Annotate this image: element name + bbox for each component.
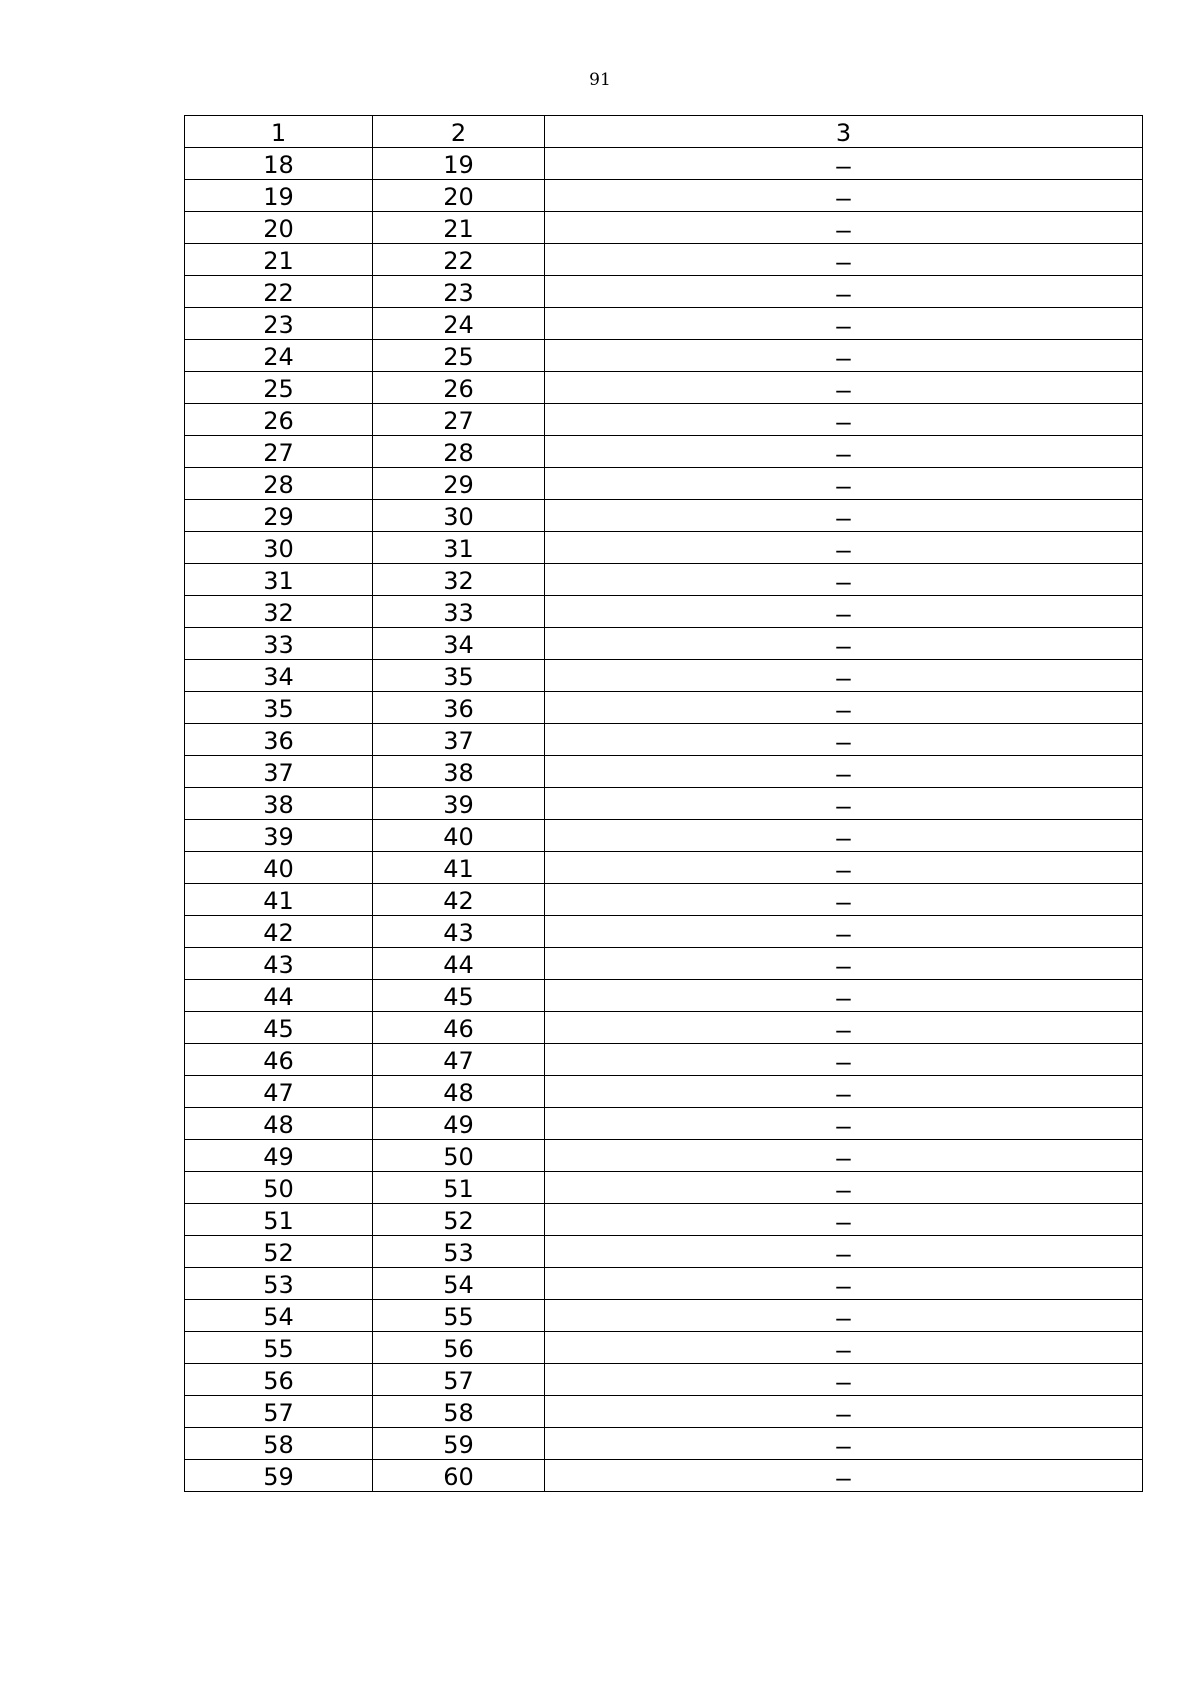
table-cell-col-2: 40 (373, 820, 545, 852)
table-cell-col-2: 57 (373, 1364, 545, 1396)
table-row (185, 788, 1143, 820)
table-cell-col-2: 50 (373, 1140, 545, 1172)
table-row (185, 468, 1143, 500)
table-row (185, 820, 1143, 852)
column-header-1: 1 (185, 116, 373, 148)
table-body (185, 148, 1143, 1492)
table-cell-col-2: 45 (373, 980, 545, 1012)
table-cell-col-2: 28 (373, 436, 545, 468)
table-cell-col-2: 52 (373, 1204, 545, 1236)
table-row (185, 340, 1143, 372)
table-cell-col-1: 26 (185, 404, 373, 436)
table-cell-col-3: – (545, 852, 1143, 884)
table-row (185, 884, 1143, 916)
table-cell-col-3: – (545, 532, 1143, 564)
table-cell-col-3: – (545, 500, 1143, 532)
table-cell-col-1: 57 (185, 1396, 373, 1428)
table-cell-col-3: – (545, 1428, 1143, 1460)
table-cell-col-2: 30 (373, 500, 545, 532)
table-cell-col-1: 20 (185, 212, 373, 244)
table-cell-col-3: – (545, 340, 1143, 372)
table-cell-col-1: 53 (185, 1268, 373, 1300)
table-cell-col-1: 47 (185, 1076, 373, 1108)
table-cell-col-2: 22 (373, 244, 545, 276)
table-cell-col-1: 36 (185, 724, 373, 756)
table-cell-col-2: 31 (373, 532, 545, 564)
table-cell-col-3: – (545, 1140, 1143, 1172)
table-cell-col-3: – (545, 1364, 1143, 1396)
table-row (185, 1396, 1143, 1428)
table-cell-col-3: – (545, 756, 1143, 788)
table-cell-col-1: 19 (185, 180, 373, 212)
table-cell-col-3: – (545, 1460, 1143, 1492)
table-row (185, 1204, 1143, 1236)
table-cell-col-2: 27 (373, 404, 545, 436)
table-cell-col-2: 55 (373, 1300, 545, 1332)
table-row (185, 948, 1143, 980)
table-cell-col-1: 32 (185, 596, 373, 628)
table-cell-col-2: 25 (373, 340, 545, 372)
table-cell-col-2: 44 (373, 948, 545, 980)
table-cell-col-2: 32 (373, 564, 545, 596)
table-cell-col-3: – (545, 436, 1143, 468)
table-cell-col-1: 44 (185, 980, 373, 1012)
table-row (185, 148, 1143, 180)
table-cell-col-3: – (545, 1076, 1143, 1108)
table-cell-col-3: – (545, 596, 1143, 628)
table-row (185, 1428, 1143, 1460)
table-row (185, 436, 1143, 468)
table-cell-col-1: 58 (185, 1428, 373, 1460)
table-cell-col-1: 49 (185, 1140, 373, 1172)
table-cell-col-2: 39 (373, 788, 545, 820)
table-row (185, 1300, 1143, 1332)
table-row (185, 1364, 1143, 1396)
table-cell-col-1: 24 (185, 340, 373, 372)
table-cell-col-3: – (545, 148, 1143, 180)
table-cell-col-3: – (545, 1204, 1143, 1236)
table-cell-col-2: 43 (373, 916, 545, 948)
table-cell-col-3: – (545, 916, 1143, 948)
table-row (185, 276, 1143, 308)
table-cell-col-3: – (545, 628, 1143, 660)
table-cell-col-3: – (545, 692, 1143, 724)
table-row (185, 500, 1143, 532)
table-cell-col-2: 35 (373, 660, 545, 692)
table-cell-col-1: 38 (185, 788, 373, 820)
table-cell-col-1: 59 (185, 1460, 373, 1492)
table-cell-col-2: 34 (373, 628, 545, 660)
table-row (185, 212, 1143, 244)
table-cell-col-1: 35 (185, 692, 373, 724)
table-cell-col-1: 39 (185, 820, 373, 852)
table-cell-col-2: 54 (373, 1268, 545, 1300)
table-cell-col-1: 51 (185, 1204, 373, 1236)
table-cell-col-1: 22 (185, 276, 373, 308)
table-cell-col-1: 42 (185, 916, 373, 948)
table-cell-col-2: 29 (373, 468, 545, 500)
table-cell-col-2: 26 (373, 372, 545, 404)
table-cell-col-2: 23 (373, 276, 545, 308)
table-cell-col-1: 40 (185, 852, 373, 884)
column-header-3: 3 (545, 116, 1143, 148)
table-cell-col-1: 43 (185, 948, 373, 980)
table-row (185, 1108, 1143, 1140)
table-row (185, 564, 1143, 596)
table-cell-col-2: 41 (373, 852, 545, 884)
data-table (184, 115, 1143, 1492)
table-row (185, 1140, 1143, 1172)
table-cell-col-3: – (545, 788, 1143, 820)
table-cell-col-1: 31 (185, 564, 373, 596)
table-header-row (185, 116, 1143, 148)
table-row (185, 916, 1143, 948)
table-row (185, 756, 1143, 788)
table-row (185, 1172, 1143, 1204)
table-cell-col-1: 21 (185, 244, 373, 276)
table-cell-col-1: 54 (185, 1300, 373, 1332)
table-cell-col-2: 19 (373, 148, 545, 180)
table-cell-col-1: 25 (185, 372, 373, 404)
table-cell-col-1: 55 (185, 1332, 373, 1364)
table-row (185, 1332, 1143, 1364)
table-row (185, 980, 1143, 1012)
table-cell-col-1: 37 (185, 756, 373, 788)
table-cell-col-2: 51 (373, 1172, 545, 1204)
table-cell-col-3: – (545, 244, 1143, 276)
table-cell-col-2: 49 (373, 1108, 545, 1140)
table-cell-col-1: 48 (185, 1108, 373, 1140)
table-row (185, 372, 1143, 404)
table-row (185, 308, 1143, 340)
table-row (185, 1236, 1143, 1268)
table-row (185, 244, 1143, 276)
table-cell-col-1: 29 (185, 500, 373, 532)
table-row (185, 852, 1143, 884)
table-cell-col-3: – (545, 948, 1143, 980)
table-cell-col-2: 48 (373, 1076, 545, 1108)
table-row (185, 596, 1143, 628)
table-cell-col-2: 37 (373, 724, 545, 756)
table-cell-col-3: – (545, 724, 1143, 756)
table-cell-col-1: 28 (185, 468, 373, 500)
table-cell-col-2: 47 (373, 1044, 545, 1076)
table-cell-col-3: – (545, 1268, 1143, 1300)
table-cell-col-2: 59 (373, 1428, 545, 1460)
table-cell-col-2: 53 (373, 1236, 545, 1268)
table-cell-col-3: – (545, 372, 1143, 404)
table-cell-col-2: 20 (373, 180, 545, 212)
table-cell-col-1: 27 (185, 436, 373, 468)
table-cell-col-2: 38 (373, 756, 545, 788)
table-row (185, 1044, 1143, 1076)
table-cell-col-1: 18 (185, 148, 373, 180)
table-cell-col-2: 60 (373, 1460, 545, 1492)
table-row (185, 1460, 1143, 1492)
table-cell-col-2: 42 (373, 884, 545, 916)
column-header-2: 2 (373, 116, 545, 148)
table-cell-col-1: 34 (185, 660, 373, 692)
table-cell-col-3: – (545, 1012, 1143, 1044)
table-cell-col-3: – (545, 1044, 1143, 1076)
table-cell-col-1: 23 (185, 308, 373, 340)
table-cell-col-1: 45 (185, 1012, 373, 1044)
table-cell-col-3: – (545, 1172, 1143, 1204)
table-row (185, 660, 1143, 692)
table-cell-col-1: 41 (185, 884, 373, 916)
table-cell-col-1: 30 (185, 532, 373, 564)
table-cell-col-2: 21 (373, 212, 545, 244)
table-cell-col-3: – (545, 980, 1143, 1012)
table-cell-col-1: 50 (185, 1172, 373, 1204)
table-cell-col-2: 33 (373, 596, 545, 628)
table-row (185, 628, 1143, 660)
table-row (185, 692, 1143, 724)
table-cell-col-3: – (545, 180, 1143, 212)
page-number: 91 (589, 70, 611, 90)
table-cell-col-2: 36 (373, 692, 545, 724)
table-row (185, 724, 1143, 756)
table-cell-col-3: – (545, 212, 1143, 244)
table-cell-col-3: – (545, 404, 1143, 436)
table-row (185, 1268, 1143, 1300)
table-cell-col-1: 33 (185, 628, 373, 660)
table-row (185, 532, 1143, 564)
table-cell-col-3: – (545, 1108, 1143, 1140)
table-cell-col-3: – (545, 1396, 1143, 1428)
table-cell-col-1: 46 (185, 1044, 373, 1076)
table-row (185, 1076, 1143, 1108)
table-cell-col-1: 56 (185, 1364, 373, 1396)
table-cell-col-2: 46 (373, 1012, 545, 1044)
table-cell-col-3: – (545, 564, 1143, 596)
table-cell-col-3: – (545, 884, 1143, 916)
table-cell-col-2: 58 (373, 1396, 545, 1428)
table-cell-col-3: – (545, 1300, 1143, 1332)
table-cell-col-3: – (545, 1236, 1143, 1268)
table-cell-col-3: – (545, 308, 1143, 340)
table-cell-col-1: 52 (185, 1236, 373, 1268)
table-row (185, 180, 1143, 212)
table-cell-col-3: – (545, 660, 1143, 692)
table-cell-col-3: – (545, 468, 1143, 500)
table-cell-col-2: 56 (373, 1332, 545, 1364)
table-cell-col-2: 24 (373, 308, 545, 340)
table-row (185, 1012, 1143, 1044)
table-cell-col-3: – (545, 1332, 1143, 1364)
table-cell-col-3: – (545, 276, 1143, 308)
table-row (185, 404, 1143, 436)
table-cell-col-3: – (545, 820, 1143, 852)
